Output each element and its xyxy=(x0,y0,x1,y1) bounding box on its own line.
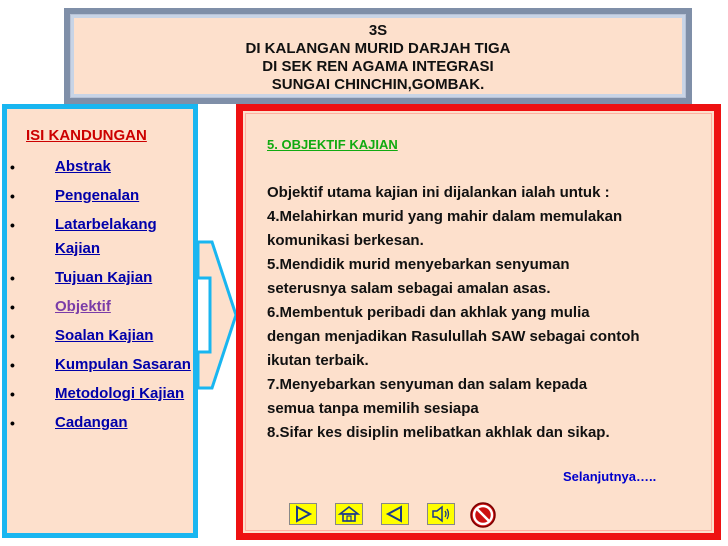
play-icon xyxy=(291,505,315,523)
text-line: 4.Melahirkan murid yang mahir dalam memulakan xyxy=(267,208,623,225)
play-button[interactable] xyxy=(289,503,317,525)
toc-link-cadangan[interactable]: Cadangan xyxy=(55,414,128,431)
toc-link-latarbelakang[interactable]: Latarbelakang Kajian xyxy=(55,216,157,257)
toc-link-tujuan[interactable]: Tujuan Kajian xyxy=(55,269,153,286)
text-line: Objektif utama kajian ini dijalankan ialah untuk : xyxy=(267,184,610,201)
stop-icon xyxy=(469,501,497,529)
bullet-icon: • xyxy=(10,188,15,204)
section-title: 5. OBJEKTIF KAJIAN xyxy=(267,137,398,152)
bullet-icon: • xyxy=(10,415,15,431)
text-line: dengan menjadikan Rasulullah SAW sebagai contoh xyxy=(267,328,640,345)
text-line: 6.Membentuk peribadi dan akhlak yang mulia xyxy=(267,304,590,321)
header-line-3: DI SEK REN AGAMA INTEGRASI xyxy=(262,58,494,75)
toc-link-soalan[interactable]: Soalan Kajian xyxy=(55,327,154,344)
text-line: seterusnya salam sebagai amalan asas. xyxy=(267,280,551,297)
home-icon xyxy=(337,505,361,523)
toc-link-abstrak[interactable]: Abstrak xyxy=(55,158,111,175)
sound-button[interactable] xyxy=(427,503,455,525)
header-title xyxy=(71,22,685,94)
toc-link-pengenalan[interactable]: Pengenalan xyxy=(55,187,140,204)
header-line-1: 3S xyxy=(368,22,388,39)
toc-item-soalan xyxy=(7,324,193,348)
toc-item-pengenalan xyxy=(7,184,193,208)
bullet-icon: • xyxy=(10,217,15,233)
stop-button[interactable] xyxy=(469,501,497,529)
header-banner xyxy=(64,8,692,104)
toc-title: ISI KANDUNGAN xyxy=(26,127,147,144)
toc-item-cadangan xyxy=(7,411,193,435)
text-line: semua tanpa memilih sesiapa xyxy=(267,400,479,417)
bullet-icon: • xyxy=(10,270,15,286)
bullet-icon: • xyxy=(10,357,15,373)
toc-link-metodologi[interactable]: Metodologi Kajian xyxy=(55,385,185,402)
toc-item-objektif xyxy=(7,295,193,319)
text-line: 5.Mendidik murid menyebarkan senyuman xyxy=(267,256,570,273)
bullet-icon: • xyxy=(10,299,15,315)
content-panel xyxy=(236,104,721,540)
toc-item-latarbelakang xyxy=(7,213,198,261)
back-icon xyxy=(383,505,407,523)
header-line-4: SUNGAI CHINCHIN,GOMBAK. xyxy=(271,76,485,93)
arrow-right-icon xyxy=(196,240,238,390)
toc-item-metodologi xyxy=(7,382,193,406)
toc-item-abstrak xyxy=(7,155,193,179)
text-line: komunikasi berkesan. xyxy=(267,232,424,249)
bullet-icon: • xyxy=(10,386,15,402)
header-panel xyxy=(70,14,686,98)
sound-icon xyxy=(429,505,453,523)
toc-link-objektif[interactable]: Objektif xyxy=(55,298,111,315)
text-line: 7.Menyebarkan senyuman dan salam kepada xyxy=(267,376,588,393)
text-line: ikutan terbaik. xyxy=(267,352,369,369)
bullet-icon: • xyxy=(10,328,15,344)
text-line: 8.Sifar kes disiplin melibatkan akhlak dan sikap. xyxy=(267,424,610,441)
bullet-icon: • xyxy=(10,159,15,175)
header-line-2: DI KALANGAN MURID DARJAH TIGA xyxy=(245,40,511,57)
toc-item-tujuan xyxy=(7,266,193,290)
next-link[interactable]: Selanjutnya….. xyxy=(563,469,657,484)
back-button[interactable] xyxy=(381,503,409,525)
nav-bar xyxy=(289,501,499,529)
toc-item-kumpulan xyxy=(7,353,193,377)
toc-list xyxy=(7,155,193,440)
toc-link-kumpulan[interactable]: Kumpulan Sasaran xyxy=(55,356,191,373)
home-button[interactable] xyxy=(335,503,363,525)
objective-text xyxy=(267,181,727,445)
toc-panel xyxy=(2,104,198,538)
